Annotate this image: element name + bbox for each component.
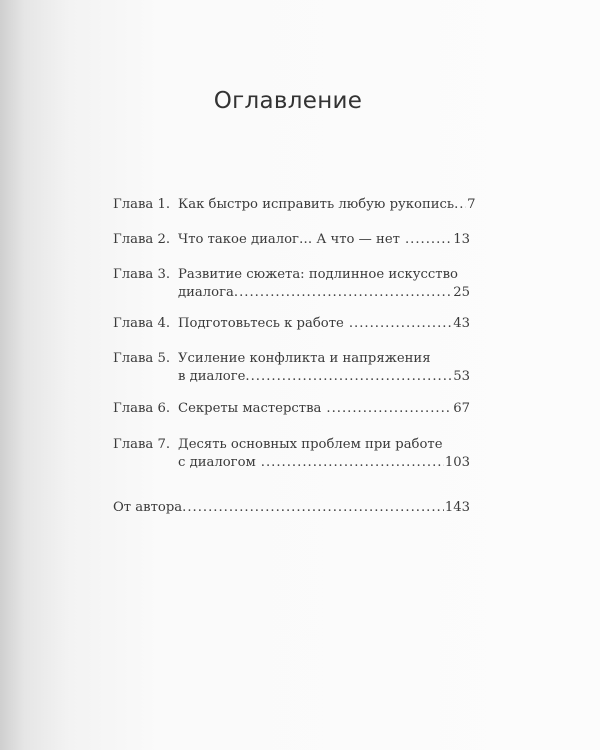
toc-entry-7: [113, 436, 470, 472]
chapter-label: Глава 6.: [113, 401, 171, 416]
chapter-title: в диалоге: [178, 369, 246, 384]
chapter-label: Глава 5.: [113, 351, 171, 366]
chapter-title: Как быстро исправить любую рукопись: [178, 197, 455, 212]
chapter-title: Что такое диалог… А что — нет: [178, 232, 400, 247]
chapter-title-line: Десять основных проблем при работе: [178, 437, 443, 452]
page-number: 7: [467, 197, 476, 212]
toc-entry-2: [113, 231, 470, 249]
chapter-title: с диалогом: [178, 455, 256, 470]
toc-entry-1: [113, 196, 476, 214]
chapter-label: Глава 1.: [113, 197, 171, 212]
chapter-title-line: Усиление конфликта и напряжения: [178, 351, 431, 366]
toc-entry-6: [113, 400, 470, 418]
page-number: 13: [453, 232, 470, 247]
page-number: 43: [453, 316, 470, 331]
dot-leader: [261, 454, 444, 472]
dot-leader: [326, 400, 452, 418]
chapter-label: Глава 7.: [113, 437, 171, 452]
page-number: 25: [453, 285, 470, 300]
toc-entry-3: [113, 266, 470, 302]
chapter-label: Глава 4.: [113, 316, 171, 331]
dot-leader: [182, 499, 444, 517]
dot-leader: [349, 315, 452, 333]
section-title: От автора: [113, 500, 183, 515]
page-number: 53: [453, 369, 470, 384]
toc-entry-5: [113, 350, 470, 386]
page-number: 143: [444, 500, 470, 515]
dot-leader: [405, 231, 452, 249]
chapter-title: Подготовьтесь к работе: [178, 316, 344, 331]
page-number: 67: [453, 401, 470, 416]
chapter-title: Секреты мастерства: [178, 401, 322, 416]
dot-leader: [245, 368, 452, 386]
dot-leader: [454, 196, 466, 214]
toc-entry-4: [113, 315, 470, 333]
page-number: 103: [444, 455, 470, 470]
chapter-label: Глава 2.: [113, 232, 171, 247]
dot-leader: [234, 284, 452, 302]
chapter-title-line: Развитие сюжета: подлинное искусство: [178, 267, 458, 282]
toc-heading: [0, 88, 600, 114]
chapter-title: диалога: [178, 285, 234, 300]
toc-heading-text: Оглавление: [213, 88, 363, 114]
chapter-label: Глава 3.: [113, 267, 171, 282]
toc-entry-author: [113, 499, 470, 517]
